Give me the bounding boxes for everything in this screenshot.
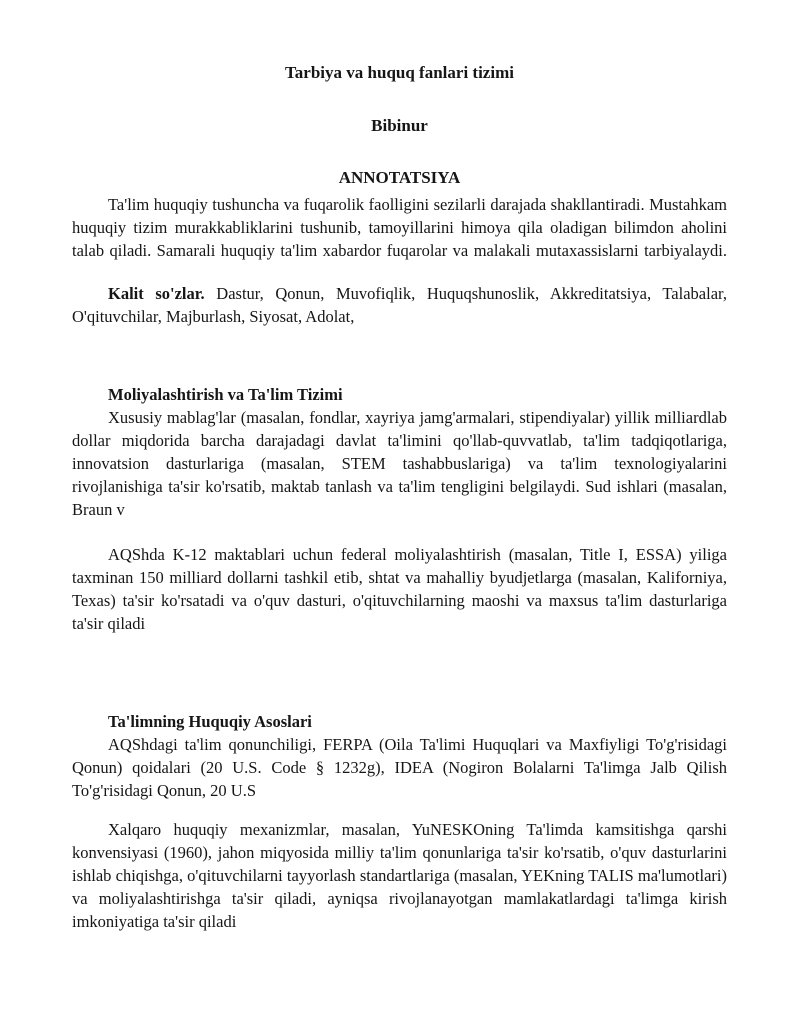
legal-paragraph-2: Xalqaro huquqiy mexanizmlar, masalan, YuNESKOning Ta'limda kamsitishga qarshi konvensiyasi (1960), jahon miqyosida milliy ta'lim qonunlariga ta'sir ko'rsatib, o'quv dasturlarini ishlab chiqishga, o'qituvchilarni tayyorlash standartlariga (masalan, YEKning TALIS ma'lumotlari) va moliyalashtirishga ta'sir qiladi, ayniqsa rivojlanayotgan mamlakatlardagi ta'limga kirish imkoniyatiga ta'sir qiladi — [72, 820, 727, 931]
annotation-paragraph: Ta'lim huquqiy tushuncha va fuqarolik faolligini sezilarli darajada shakllantiradi. Mustahkam huquqiy tizim murakkabliklarini tushunib, tamoyillarini himoya qila oladigan bilimdon aholini talab qiladi. Samarali huquqiy ta'lim xabardor fuqarolar va malakali mutaxassislarni tarbiyalaydi. — [72, 195, 727, 260]
financing-paragraph-2: AQShda K-12 maktablari uchun federal moliyalashtirish (masalan, Title I, ESSA) yiliga taxminan 150 milliard dollarni tashkil etib, shtat va mahalliy byudjetlarga (masalan, Kaliforniya, Texas) ta'sir ko'rsatadi va o'quv dasturi, o'qituvchilarning maoshi va maxsus ta'lim dasturlariga ta'sir qiladi — [72, 545, 727, 633]
document-title: Tarbiya va huquq fanlari tizimi — [285, 63, 514, 82]
author-name: Bibinur — [371, 116, 428, 135]
keywords-paragraph — [72, 282, 727, 328]
section-heading-financing: Moliyalashtirish va Ta'lim Tizimi — [108, 385, 343, 404]
keywords-text: Dastur, Qonun, Muvofiqlik, Huquqshunoslik, Akkreditatsiya, Talabalar, O'qituvchilar, Majburlash, Siyosat, Adolat, — [72, 284, 727, 326]
keywords-label: Kalit so'zlar. — [108, 284, 205, 303]
financing-paragraph-1: Xususiy mablag'lar (masalan, fondlar, xayriya jamg'armalari, stipendiyalar) yillik milliardlab dollar miqdorida barcha darajadagi davlat ta'limini qo'llab-quvvatlab, ta'lim tadqiqotlariga, innovatsion dasturlariga (masalan, STEM tashabbuslariga) va ta'lim texnologiyalarini rivojlanishiga ta'sir ko'rsatib, maktab tanlash va ta'lim tengligini belgilaydi. Sud ishlari (masalan, Braun v — [72, 408, 727, 519]
legal-paragraph-1: AQShdagi ta'lim qonunchiligi, FERPA (Oila Ta'limi Huquqlari va Maxfiyligi To'g'risidagi Qonun) qoidalari (20 U.S. Code § 1232g), IDEA (Nogiron Bolalarni Ta'limga Jalb Qilish To'g'risidagi Qonun, 20 U.S — [72, 735, 727, 800]
section-heading-legal-foundations: Ta'limning Huquqiy Asoslari — [108, 712, 312, 731]
annotation-heading: ANNOTATSIYA — [338, 168, 461, 187]
